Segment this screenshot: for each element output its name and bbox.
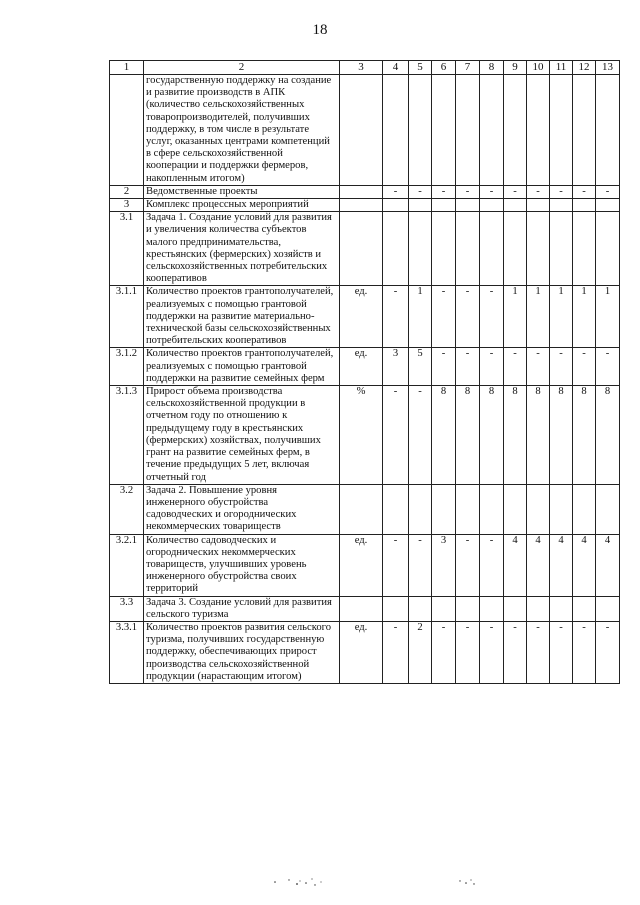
value-cell: [573, 199, 596, 212]
value-cell: [456, 75, 480, 186]
value-cell: -: [409, 534, 432, 596]
value-cell: [596, 212, 620, 286]
value-cell: [504, 75, 527, 186]
unit-cell: ед.: [340, 348, 383, 386]
header-cell: 3: [340, 61, 383, 75]
table-body: [110, 75, 620, 684]
value-cell: 8: [550, 386, 573, 485]
value-cell: 8: [596, 386, 620, 485]
value-cell: 8: [480, 386, 504, 485]
value-cell: -: [456, 621, 480, 683]
unit-cell: [340, 75, 383, 186]
value-cell: 4: [527, 534, 550, 596]
value-cell: 3: [383, 348, 409, 386]
value-cell: [573, 75, 596, 186]
value-cell: -: [527, 621, 550, 683]
value-cell: -: [383, 621, 409, 683]
header-cell: 12: [573, 61, 596, 75]
value-cell: -: [409, 386, 432, 485]
value-cell: [527, 212, 550, 286]
table-row: [110, 484, 620, 534]
row-number: 3.3: [110, 596, 144, 621]
value-cell: [383, 484, 409, 534]
value-cell: -: [383, 286, 409, 348]
value-cell: [480, 484, 504, 534]
header-cell: 9: [504, 61, 527, 75]
value-cell: 8: [432, 386, 456, 485]
value-cell: -: [504, 621, 527, 683]
table-row: [110, 286, 620, 348]
value-cell: -: [456, 348, 480, 386]
value-cell: [409, 199, 432, 212]
value-cell: [480, 596, 504, 621]
table-row: [110, 621, 620, 683]
unit-cell: %: [340, 386, 383, 485]
value-cell: [550, 75, 573, 186]
value-cell: -: [383, 534, 409, 596]
unit-cell: ед.: [340, 286, 383, 348]
value-cell: -: [504, 348, 527, 386]
value-cell: 8: [573, 386, 596, 485]
value-cell: -: [480, 534, 504, 596]
unit-cell: [340, 212, 383, 286]
indicator-name: Задача 1. Создание условий для развития и увеличения количества субъектов малого предпринимательства, крестьянских (фермерских) хозяйств и сельскохозяйственных потребительских кооперативов: [144, 212, 340, 286]
indicator-name: Количество проектов грантополучателей, реализуемых с помощью грантовой поддержки на развитие материально-технической базы сельскохозяйственных потребительских кооперативов: [144, 286, 340, 348]
value-cell: -: [504, 185, 527, 198]
indicator-name: Количество проектов грантополучателей, реализуемых с помощью грантовой поддержки на развитие семейных ферм: [144, 348, 340, 386]
row-number: 3.1.3: [110, 386, 144, 485]
column-number-row: [110, 61, 620, 75]
value-cell: [573, 596, 596, 621]
indicator-name: Ведомственные проекты: [144, 185, 340, 198]
value-cell: [409, 75, 432, 186]
row-number: 3.1.2: [110, 348, 144, 386]
value-cell: [432, 596, 456, 621]
unit-cell: ед.: [340, 534, 383, 596]
value-cell: -: [456, 185, 480, 198]
indicator-name: Комплекс процессных мероприятий: [144, 199, 340, 212]
table-row: [110, 199, 620, 212]
value-cell: -: [409, 185, 432, 198]
table-row: [110, 386, 620, 485]
row-number: [110, 75, 144, 186]
value-cell: [409, 484, 432, 534]
row-number: 3.1: [110, 212, 144, 286]
value-cell: [383, 199, 409, 212]
unit-cell: [340, 596, 383, 621]
value-cell: -: [596, 348, 620, 386]
value-cell: -: [432, 185, 456, 198]
header-cell: 5: [409, 61, 432, 75]
value-cell: 1: [504, 286, 527, 348]
value-cell: 5: [409, 348, 432, 386]
value-cell: -: [480, 286, 504, 348]
indicators-table: [109, 60, 620, 684]
value-cell: [480, 75, 504, 186]
value-cell: 8: [456, 386, 480, 485]
value-cell: [527, 199, 550, 212]
value-cell: 4: [550, 534, 573, 596]
value-cell: -: [456, 286, 480, 348]
row-number: 2: [110, 185, 144, 198]
value-cell: [456, 212, 480, 286]
value-cell: [383, 212, 409, 286]
value-cell: [527, 484, 550, 534]
header-cell: 10: [527, 61, 550, 75]
value-cell: 1: [550, 286, 573, 348]
value-cell: 3: [432, 534, 456, 596]
value-cell: [456, 484, 480, 534]
value-cell: [504, 596, 527, 621]
unit-cell: [340, 199, 383, 212]
value-cell: -: [573, 185, 596, 198]
value-cell: 2: [409, 621, 432, 683]
value-cell: [383, 596, 409, 621]
indicator-name: Количество проектов развития сельского туризма, получивших государственную поддержку, обеспечивающих прирост производства сельскохозяйственной продукции (нарастающим итогом): [144, 621, 340, 683]
value-cell: -: [550, 621, 573, 683]
unit-cell: [340, 484, 383, 534]
table-row: [110, 348, 620, 386]
value-cell: [504, 484, 527, 534]
value-cell: -: [573, 348, 596, 386]
value-cell: -: [432, 348, 456, 386]
value-cell: [432, 484, 456, 534]
value-cell: -: [527, 348, 550, 386]
header-cell: 11: [550, 61, 573, 75]
value-cell: [456, 199, 480, 212]
value-cell: -: [480, 185, 504, 198]
header-cell: 1: [110, 61, 144, 75]
indicator-name: Задача 2. Повышение уровня инженерного обустройства садоводческих и огороднических некоммерческих товариществ: [144, 484, 340, 534]
value-cell: 8: [504, 386, 527, 485]
value-cell: -: [456, 534, 480, 596]
header-cell: 13: [596, 61, 620, 75]
header-cell: 2: [144, 61, 340, 75]
header-cell: 6: [432, 61, 456, 75]
indicator-name: государственную поддержку на создание и развитие производств в АПК (количество сельскохозяйственных товаропроизводителей, получивших поддержку, в том числе в результате услуг, оказанных центрами компетенций в сфере сельскохозяйственной кооперации и поддержки фермеров, накопленным итогом): [144, 75, 340, 186]
value-cell: [527, 596, 550, 621]
value-cell: 1: [527, 286, 550, 348]
value-cell: [504, 212, 527, 286]
page-number: 18: [312, 22, 328, 38]
value-cell: [573, 484, 596, 534]
indicator-name: Задача 3. Создание условий для развития сельского туризма: [144, 596, 340, 621]
indicator-name: Количество садоводческих и огороднических некоммерческих товариществ, улучшивших уровень инженерного обустройства своих территорий: [144, 534, 340, 596]
value-cell: [596, 199, 620, 212]
value-cell: [550, 212, 573, 286]
value-cell: [596, 596, 620, 621]
value-cell: 4: [504, 534, 527, 596]
value-cell: -: [383, 386, 409, 485]
value-cell: -: [432, 621, 456, 683]
unit-cell: [340, 185, 383, 198]
scan-noise: [255, 876, 495, 896]
value-cell: [596, 484, 620, 534]
header-cell: 7: [456, 61, 480, 75]
value-cell: -: [573, 621, 596, 683]
value-cell: [409, 596, 432, 621]
value-cell: -: [480, 348, 504, 386]
row-number: 3.1.1: [110, 286, 144, 348]
value-cell: 1: [409, 286, 432, 348]
value-cell: [596, 75, 620, 186]
value-cell: [480, 199, 504, 212]
header-cell: 4: [383, 61, 409, 75]
table-row: [110, 596, 620, 621]
value-cell: [432, 199, 456, 212]
value-cell: [550, 199, 573, 212]
value-cell: -: [596, 621, 620, 683]
value-cell: -: [527, 185, 550, 198]
value-cell: [480, 212, 504, 286]
row-number: 3.2: [110, 484, 144, 534]
value-cell: [409, 212, 432, 286]
value-cell: [550, 484, 573, 534]
value-cell: 1: [573, 286, 596, 348]
row-number: 3: [110, 199, 144, 212]
value-cell: [550, 596, 573, 621]
table-row: [110, 212, 620, 286]
value-cell: -: [596, 185, 620, 198]
value-cell: -: [550, 185, 573, 198]
value-cell: [573, 212, 596, 286]
value-cell: [432, 212, 456, 286]
value-cell: [432, 75, 456, 186]
table-row: [110, 185, 620, 198]
table-row: [110, 75, 620, 186]
value-cell: 8: [527, 386, 550, 485]
value-cell: [527, 75, 550, 186]
value-cell: [383, 75, 409, 186]
value-cell: -: [480, 621, 504, 683]
value-cell: [456, 596, 480, 621]
value-cell: [504, 199, 527, 212]
value-cell: -: [550, 348, 573, 386]
header-cell: 8: [480, 61, 504, 75]
value-cell: -: [432, 286, 456, 348]
value-cell: 4: [596, 534, 620, 596]
indicator-name: Прирост объема производства сельскохозяйственной продукции в отчетном году по отношению к предыдущему году в крестьянских (фермерских) хозяйствах, получивших грант на развитие семейных ферм, в течение предыдущих 5 лет, включая отчетный год: [144, 386, 340, 485]
value-cell: 1: [596, 286, 620, 348]
value-cell: -: [383, 185, 409, 198]
row-number: 3.3.1: [110, 621, 144, 683]
unit-cell: ед.: [340, 621, 383, 683]
value-cell: 4: [573, 534, 596, 596]
row-number: 3.2.1: [110, 534, 144, 596]
table-row: [110, 534, 620, 596]
